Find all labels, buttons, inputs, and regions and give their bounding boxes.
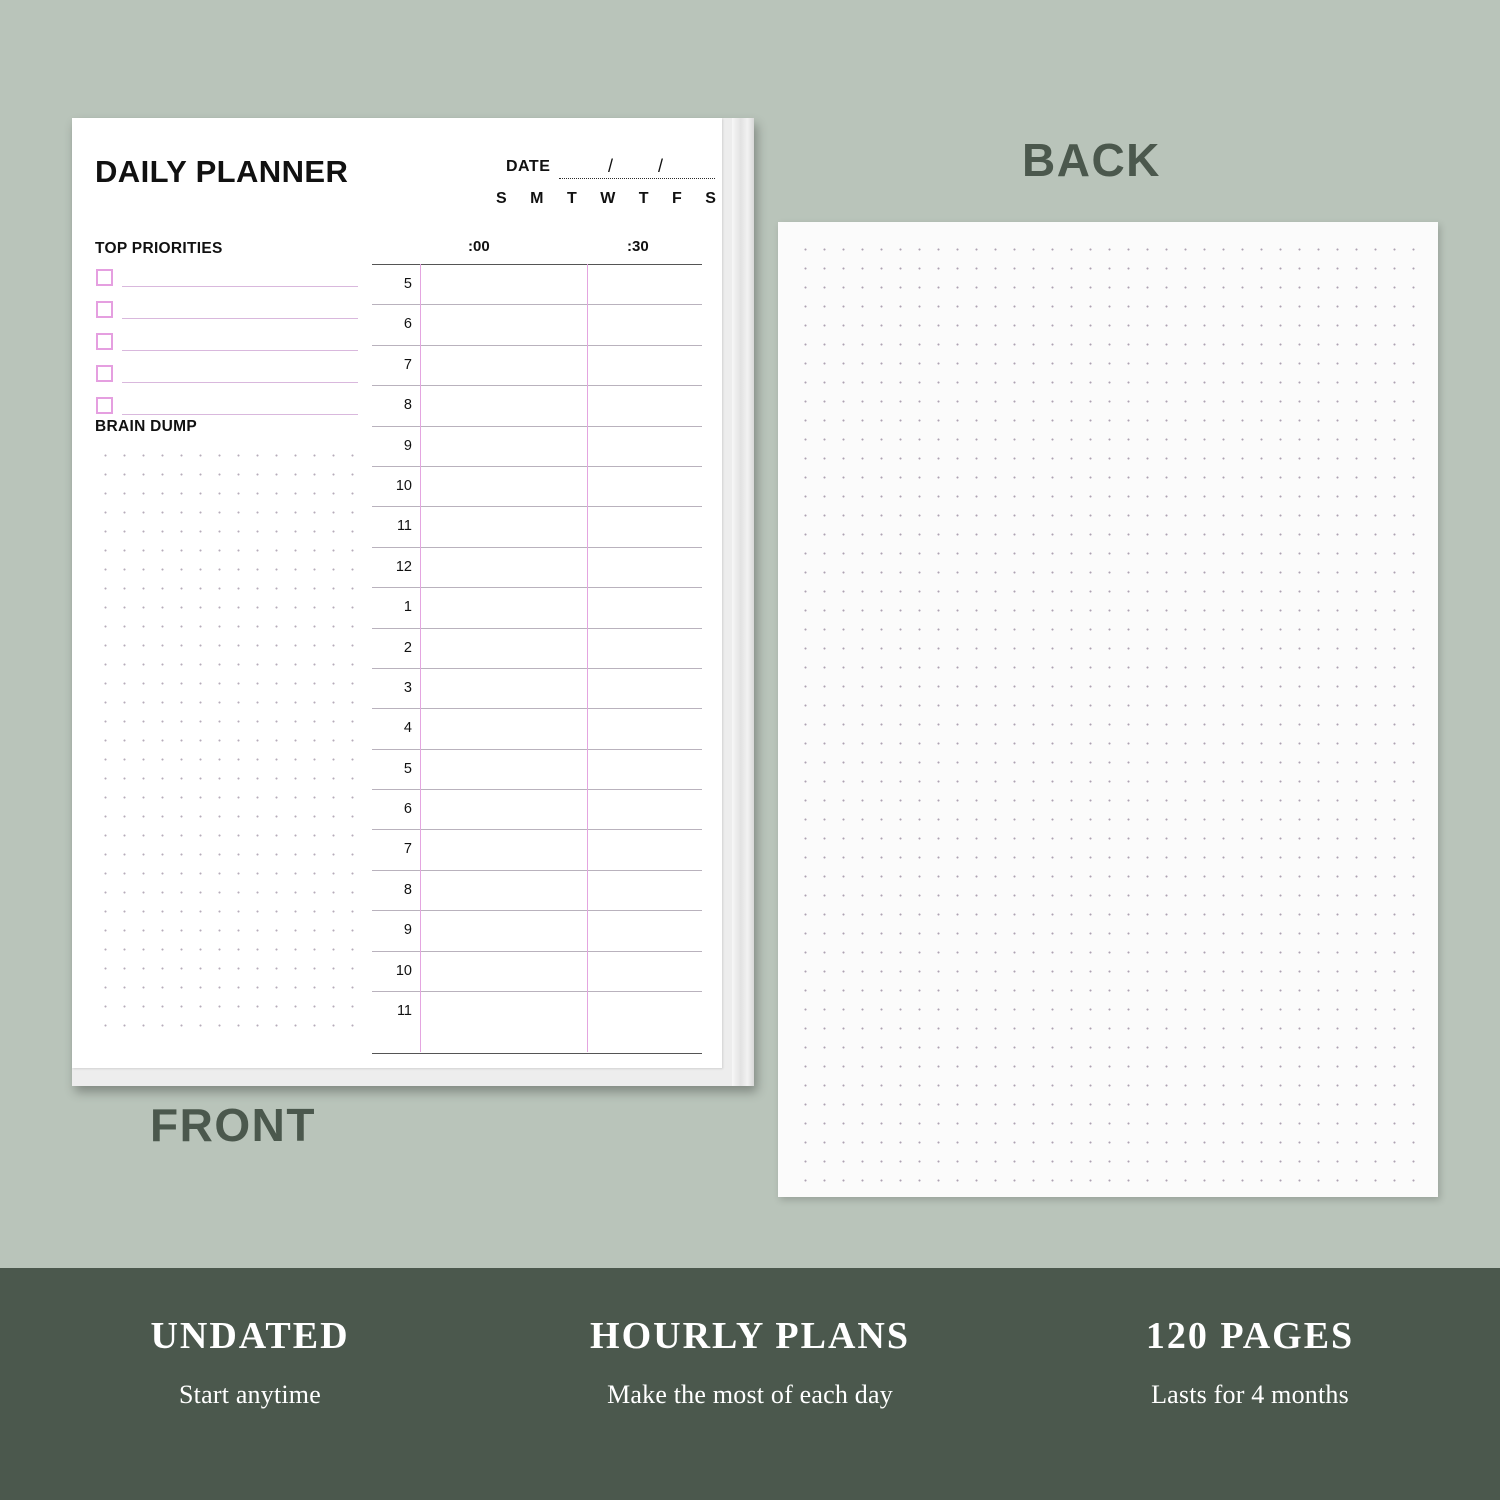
schedule-row <box>372 305 702 345</box>
date-label: DATE <box>506 158 551 175</box>
hour-label: 9 <box>403 922 412 939</box>
priority-write-line <box>122 286 358 287</box>
schedule-col-30: :30 <box>627 238 649 255</box>
hour-label: 2 <box>403 639 412 656</box>
hour-label: 7 <box>403 356 412 373</box>
front-caption: FRONT <box>150 1099 316 1151</box>
schedule-row <box>372 669 702 709</box>
weekday-tue: T <box>566 190 577 207</box>
back-caption: BACK <box>1022 134 1161 186</box>
schedule-row <box>372 346 702 386</box>
brain-dump-dotgrid <box>94 444 362 1034</box>
feature-undated <box>0 1268 500 1500</box>
date-slash-2: / <box>658 156 664 176</box>
weekday-sat: S <box>705 190 716 207</box>
schedule-grid <box>372 264 702 1054</box>
feature-title: HOURLY PLANS <box>590 1315 910 1357</box>
hour-label: 1 <box>403 599 412 616</box>
top-priorities-list <box>96 264 358 424</box>
hour-label: 3 <box>403 679 412 696</box>
feature-page-count <box>1000 1268 1500 1500</box>
weekday-thu: T <box>638 190 649 207</box>
schedule-header <box>372 236 702 266</box>
weekday-row <box>496 190 716 208</box>
schedule-divider-right <box>587 264 588 1052</box>
schedule-row <box>372 830 702 870</box>
front-page <box>72 118 722 1068</box>
priority-write-line <box>122 414 358 415</box>
priority-row <box>96 328 358 360</box>
schedule-row <box>372 427 702 467</box>
hour-label: 10 <box>395 962 412 979</box>
schedule-row <box>372 709 702 749</box>
date-write-line <box>559 178 715 179</box>
schedule-row <box>372 507 702 547</box>
schedule-row <box>372 952 702 992</box>
schedule-row <box>372 911 702 951</box>
priority-row <box>96 264 358 296</box>
schedule-row <box>372 992 702 1032</box>
feature-subtitle: Make the most of each day <box>607 1380 893 1409</box>
hour-label: 5 <box>403 760 412 777</box>
hourly-schedule <box>372 236 702 1052</box>
schedule-row <box>372 790 702 830</box>
weekday-mon: M <box>530 190 544 207</box>
weekday-fri: F <box>672 190 682 207</box>
hour-label: 8 <box>403 881 412 898</box>
schedule-row <box>372 467 702 507</box>
schedule-row <box>372 750 702 790</box>
priority-write-line <box>122 350 358 351</box>
schedule-row <box>372 548 702 588</box>
priority-row <box>96 296 358 328</box>
schedule-col-00: :00 <box>468 238 490 255</box>
checkbox-icon[interactable] <box>96 397 113 414</box>
feature-hourly-plans <box>500 1268 1000 1500</box>
hour-label: 7 <box>403 841 412 858</box>
priority-row <box>96 360 358 392</box>
schedule-row <box>372 871 702 911</box>
feature-subtitle: Start anytime <box>179 1380 321 1409</box>
weekday-sun: S <box>496 190 507 207</box>
schedule-divider-left <box>420 264 421 1052</box>
hour-label: 5 <box>403 276 412 292</box>
checkbox-icon[interactable] <box>96 365 113 382</box>
hour-label: 4 <box>403 720 412 737</box>
weekday-wed: W <box>600 190 616 207</box>
feature-subtitle: Lasts for 4 months <box>1151 1380 1349 1409</box>
feature-title: UNDATED <box>150 1315 350 1357</box>
hour-label: 11 <box>396 518 412 535</box>
priority-write-line <box>122 382 358 383</box>
priority-write-line <box>122 318 358 319</box>
feature-bar <box>0 1268 1500 1500</box>
back-dotgrid <box>793 237 1423 1182</box>
checkbox-icon[interactable] <box>96 269 113 286</box>
front-pad <box>72 118 754 1086</box>
page-title: DAILY PLANNER <box>95 154 349 189</box>
hour-label: 10 <box>395 477 412 494</box>
date-slash-1: / <box>608 156 614 176</box>
brain-dump-heading: BRAIN DUMP <box>95 418 198 435</box>
hour-label: 11 <box>396 1003 412 1020</box>
checkbox-icon[interactable] <box>96 301 113 318</box>
schedule-row <box>372 588 702 628</box>
feature-title: 120 PAGES <box>1145 1315 1355 1357</box>
hour-label: 8 <box>403 397 412 414</box>
top-priorities-heading: TOP PRIORITIES <box>95 240 223 257</box>
schedule-row <box>372 386 702 426</box>
hour-label: 9 <box>403 437 412 454</box>
hour-label: 12 <box>395 558 412 575</box>
back-page <box>778 222 1438 1197</box>
hour-label: 6 <box>403 316 412 333</box>
schedule-row <box>372 265 702 305</box>
schedule-row <box>372 629 702 669</box>
checkbox-icon[interactable] <box>96 333 113 350</box>
hour-label: 6 <box>403 801 412 818</box>
